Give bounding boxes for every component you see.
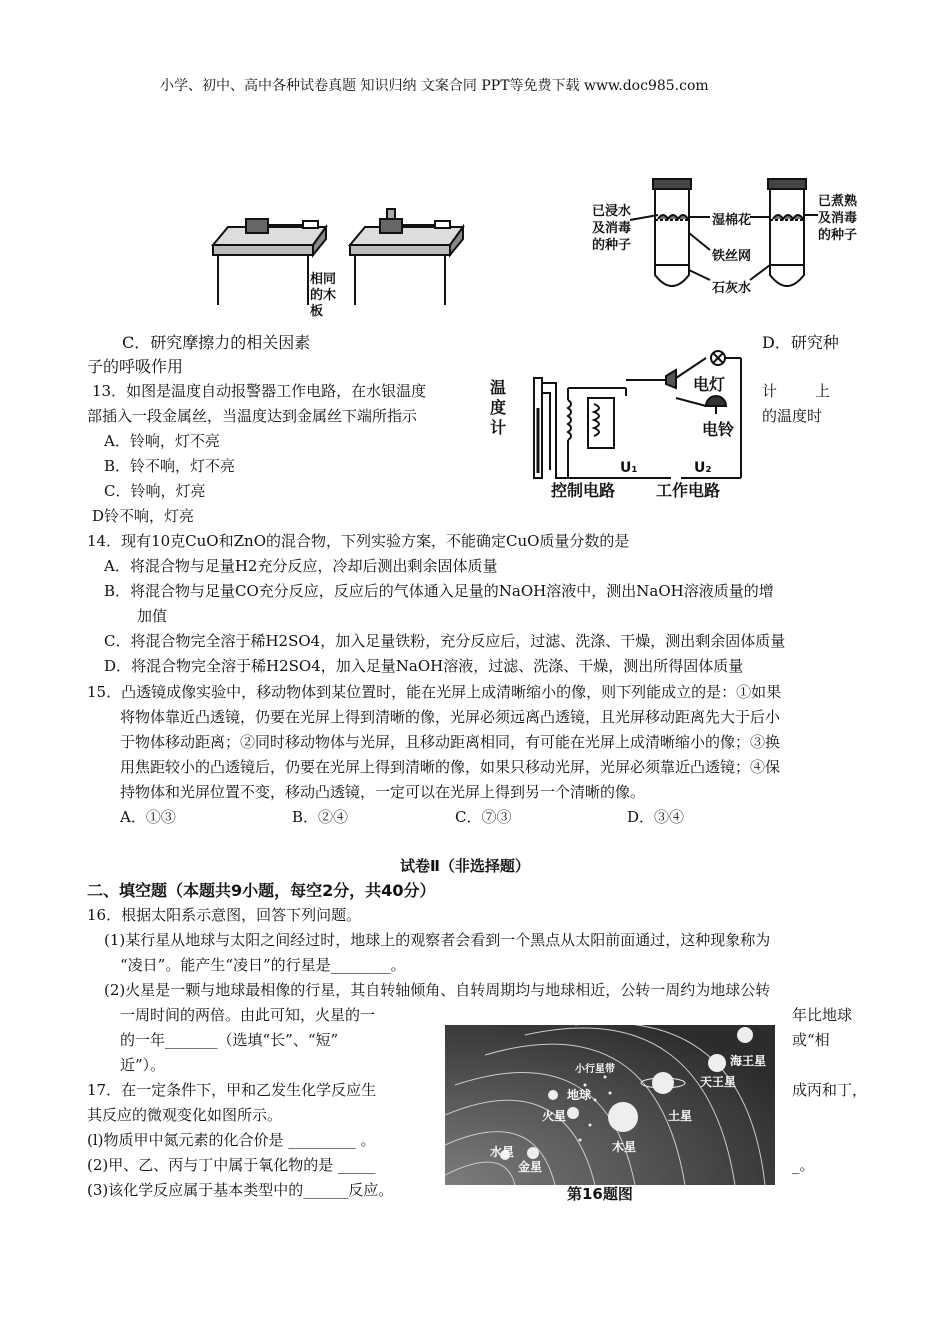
q16-part1-line2: “凌日”。能产生“凌日”的行星是________。 (120, 956, 406, 974)
thermometer-label: 温度计 (490, 378, 507, 437)
q13-line1-right: 计 上 (762, 382, 831, 400)
q16-part2-line3-right: 或“相 (792, 1031, 830, 1049)
q17-part1: (l)物质甲中氮元素的化合价是 _________ 。 (87, 1131, 376, 1149)
q13-line2-right: 的温度时 (762, 407, 823, 425)
q16-part2-line2: 一周时间的两倍。由此可知，火星的一 (120, 1006, 376, 1024)
q17-line1: 17．在一定条件下，甲和乙发生化学反应生 (87, 1081, 377, 1099)
u1-label: U₁ (620, 460, 638, 476)
friction-experiment-figure-2 (345, 205, 475, 325)
q15-option-b: B．②④ (292, 808, 349, 826)
q16-part1-line1: (1)某行星从地球与太阳之间经过时，地球上的观察者会看到一个黑点从太阳前面通过，这种现象称为 (104, 931, 771, 949)
q15-line-4: 用焦距较小的凸透镜后，仍要在光屏上得到清晰的像，如果只移动光屏，光屏必须靠近凸透镜；④保 (120, 758, 781, 776)
lamp-label: 电灯 (693, 375, 726, 394)
q16-part2-line2-right: 年比地球 (792, 1006, 853, 1024)
q17-line1-right: 成丙和丁， (792, 1081, 868, 1099)
q15-option-a: A．①③ (120, 808, 176, 826)
planet-label-neptune: 海王星 (730, 1054, 767, 1068)
u2-label: U₂ (694, 460, 712, 476)
fill-in-section-title: 二、填空题（本题共9小题，每空2分，共40分） (87, 881, 436, 900)
planet-label-mercury: 水星 (490, 1145, 515, 1159)
q14-option-c: C．将混合物完全溶于稀H2SO4，加入足量铁粉，充分反应后，过滤、洗涤、干燥，测出剩余固体质量 (104, 632, 786, 650)
page-header: 小学、初中、高中各种试卷真题 知识归纳 文案合同 PPT等免费下载 www.doc985.com (160, 78, 709, 94)
planet-label-uranus: 天王星 (700, 1075, 737, 1089)
fig-d-label-wire-mesh: 铁丝网 (712, 249, 752, 264)
work-circuit-label: 工作电路 (656, 481, 721, 500)
q14-stem: 14．现有10克CuO和ZnO的混合物，下列实验方案，不能确定CuO质量分数的是 (87, 532, 630, 550)
q17-part2-right: _。 (792, 1156, 815, 1174)
planet-label-jupiter: 木星 (612, 1140, 637, 1154)
fig-d-label-soaked-seeds: 已浸水及消毒的种子 (592, 204, 632, 253)
q13-option-d: D铃不响，灯亮 (92, 507, 195, 525)
planet-label-asteroid-belt: 小行星带 (575, 1064, 615, 1075)
q17-line2: 其反应的微观变化如图所示。 (87, 1106, 283, 1124)
fig-d-label-lime-water: 石灰水 (712, 281, 752, 296)
q15-line-2: 将物体靠近凸透镜，仍要在光屏上得到清晰的像，光屏必须远离凸透镜，且光屏移动距离先大于后小 (120, 708, 781, 726)
q13-line1: 13．如图是温度自动报警器工作电路，在水银温度 (92, 382, 427, 400)
planet-label-saturn: 土星 (668, 1109, 693, 1123)
q15-line-3: 于物体移动距离；②同时移动物体与光屏，且移动距离相同，有可能在光屏上成清晰缩小的像；③换 (120, 733, 781, 751)
q17-part3: (3)该化学反应属于基本类型中的______反应。 (87, 1181, 394, 1199)
paper-ii-title: 试卷Ⅱ（非选择题） (400, 857, 530, 875)
q17-part2: (2)甲、乙、丙与丁中属于氧化物的是 _____ (87, 1156, 376, 1174)
q15-option-c: C．⑦③ (455, 808, 512, 826)
q12-option-d-cont: 子的呼吸作用 (87, 357, 184, 376)
q14-option-a: A．将混合物与足量H2充分反应，冷却后测出剩余固体质量 (104, 557, 498, 575)
q13-line2: 部插入一段金属丝，当温度达到金属丝下端所指示 (87, 407, 418, 425)
q16-part2-line4: 近”）。 (120, 1056, 166, 1074)
fig-c-label: 相同的木板 (310, 272, 337, 319)
q14-option-b-cont: 加值 (137, 607, 168, 625)
q13-option-a: A．铃响，灯不亮 (104, 432, 220, 450)
control-circuit-label: 控制电路 (551, 481, 616, 500)
q14-option-b: B．将混合物与足量CO充分反应，反应后的气体通入足量的NaOH溶液中，测出NaOH溶液质量的增 (104, 582, 774, 600)
q12-option-c: C．研究摩擦力的相关因素 (122, 333, 311, 352)
q13-option-b: B．铃不响，灯不亮 (104, 457, 236, 475)
q15-line-5: 持物体和光屏位置不变，移动凸透镜，一定可以在光屏上得到另一个清晰的像。 (120, 783, 646, 801)
solar-system-figure (445, 1025, 775, 1185)
q16-figure-caption: 第16题图 (567, 1185, 633, 1203)
q16-stem: 16．根据太阳系示意图，回答下列问题。 (87, 906, 362, 924)
planet-label-venus: 金星 (518, 1160, 543, 1174)
q12-option-d: D．研究种 (762, 333, 839, 352)
q16-part2-line1: (2)火星是一颗与地球最相像的行星，其自转轴倾角、自转周期均与地球相近，公转一周约为地球公转 (104, 981, 771, 999)
q14-option-d: D．将混合物完全溶于稀H2SO4，加入足量NaOH溶液，过滤、洗涤、干燥，测出所得固体质量 (104, 657, 744, 675)
q16-part2-line3: 的一年_______（选填“长”、“短” (120, 1031, 339, 1049)
planet-label-mars: 火星 (542, 1109, 567, 1123)
q13-option-c: C．铃响，灯亮 (104, 482, 206, 500)
q15-line-1: 15．凸透镜成像实验中，移动物体到某位置时，能在光屏上成清晰缩小的像，则下列能成立的是：①如果 (87, 683, 782, 701)
planet-label-earth: 地球 (567, 1088, 592, 1102)
q15-option-d: D．③④ (627, 808, 685, 826)
fig-d-label-cooked-seeds: 已煮熟及消毒的种子 (818, 194, 858, 243)
fig-d-label-cotton: 湿棉花 (712, 213, 752, 228)
bell-label: 电铃 (702, 420, 735, 439)
